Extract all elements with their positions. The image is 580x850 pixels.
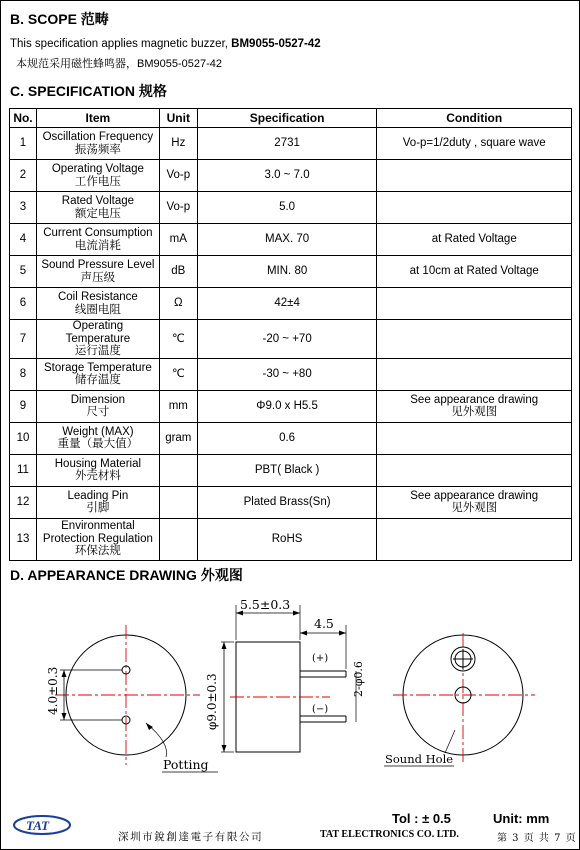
cell-no-text: 11 xyxy=(17,463,29,476)
cell-condition xyxy=(377,128,572,160)
cell-spec xyxy=(197,288,377,320)
cell-item xyxy=(36,192,159,224)
cell-unit-text: mm xyxy=(168,399,188,412)
cell-condition-text: 见外观图 xyxy=(451,406,498,418)
plus-terminal: (+) xyxy=(312,653,329,664)
cell-item xyxy=(36,486,159,518)
cell-item-text: 电流消耗 xyxy=(74,239,121,252)
top-view xyxy=(384,633,535,766)
cell-condition xyxy=(377,224,572,256)
tolerance-note: Tol : ± 0.5 xyxy=(392,811,451,826)
cell-condition xyxy=(377,358,572,390)
cell-spec xyxy=(197,192,377,224)
side-view xyxy=(205,597,365,752)
cell-no xyxy=(10,192,37,224)
cell-item-text: 尺寸 xyxy=(86,406,110,418)
cell-item xyxy=(36,454,159,486)
cell-unit xyxy=(159,224,197,256)
cell-condition-text: See appearance drawing xyxy=(410,489,539,502)
cell-unit-text: Vo-p xyxy=(166,201,191,214)
cell-unit xyxy=(159,486,197,518)
cell-no-text: 13 xyxy=(16,532,30,545)
scope-model: BM9055-0527-42 xyxy=(231,38,321,50)
height-dim: 5.5±0.3 xyxy=(240,597,291,612)
appearance-drawing xyxy=(0,585,580,785)
table-row xyxy=(10,486,572,518)
cell-unit-text: Vo-p xyxy=(166,169,191,182)
pin-dia-dim: 2-φ0.6 xyxy=(352,661,365,697)
cell-item xyxy=(36,422,159,454)
table-header-row xyxy=(10,109,572,128)
cell-item-text: 线圈电阻 xyxy=(74,303,121,316)
cell-unit xyxy=(159,288,197,320)
cell-no xyxy=(10,518,37,560)
cell-unit xyxy=(159,160,197,192)
cell-item-text: Weight (MAX) xyxy=(62,425,134,438)
cell-no-text: 9 xyxy=(19,399,27,412)
cell-spec xyxy=(197,320,377,359)
cell-no-text: 10 xyxy=(16,431,30,444)
cell-item xyxy=(36,128,159,160)
cell-item-text: Leading Pin xyxy=(67,489,129,502)
table-row xyxy=(10,288,572,320)
potting-label: Potting xyxy=(163,757,209,772)
cell-no-text: 6 xyxy=(19,297,27,310)
cell-item-text: Storage Temperature xyxy=(43,361,152,374)
cell-condition-text: at Rated Voltage xyxy=(431,233,517,246)
cell-item-text: 储存温度 xyxy=(74,374,121,386)
cell-condition xyxy=(377,390,572,422)
page-number: 第 3 页 共 7 页 xyxy=(497,833,577,844)
cell-condition-text: See appearance drawing xyxy=(410,393,539,406)
unit-note: Unit: mm xyxy=(493,811,550,826)
cell-no xyxy=(10,160,37,192)
cell-spec xyxy=(197,160,377,192)
cell-unit xyxy=(159,518,197,560)
cell-item-text: Current Consumption xyxy=(43,227,153,239)
cell-item-text: Oscillation Frequency xyxy=(42,131,154,143)
cell-spec xyxy=(197,358,377,390)
cell-item-text: 声压级 xyxy=(80,271,116,284)
cell-no-text: 4 xyxy=(19,233,27,246)
pin-spacing-dim: 4.0±0.3 xyxy=(46,666,60,715)
cell-no xyxy=(10,390,37,422)
cell-no xyxy=(10,128,37,160)
table-row xyxy=(10,224,572,256)
cell-unit xyxy=(159,390,197,422)
cell-no-text: 1 xyxy=(19,137,27,150)
cell-spec-text: -30 ~ +80 xyxy=(262,367,312,380)
cell-item xyxy=(36,224,159,256)
cell-item-text: Operating Temperature xyxy=(65,320,131,345)
cell-no-text: 12 xyxy=(16,495,30,508)
table-row xyxy=(10,390,572,422)
scope-heading: B. SCOPE 范畴 xyxy=(10,11,109,27)
cell-condition xyxy=(377,486,572,518)
cell-unit-text: mA xyxy=(169,233,187,246)
pin-length-dim: 4.5 xyxy=(314,616,334,631)
drawing-heading: D. APPEARANCE DRAWING 外观图 xyxy=(10,567,243,583)
cell-condition xyxy=(377,320,572,359)
cell-unit xyxy=(159,358,197,390)
cell-item-text: Housing Material xyxy=(54,457,142,470)
diameter-dim: φ9.0±0.3 xyxy=(205,673,219,730)
cell-spec xyxy=(197,518,377,560)
cell-item xyxy=(36,160,159,192)
col-item: Item xyxy=(36,109,159,128)
cell-item-text: 重量（最大值） xyxy=(57,438,139,450)
cell-spec xyxy=(197,390,377,422)
cell-spec xyxy=(197,256,377,288)
cell-spec xyxy=(197,454,377,486)
cell-spec-text: RoHS xyxy=(271,532,303,545)
cell-item xyxy=(36,256,159,288)
cell-condition xyxy=(377,160,572,192)
cell-item xyxy=(36,390,159,422)
table-row xyxy=(10,320,572,359)
cell-item xyxy=(36,288,159,320)
cell-item-text: Dimension xyxy=(70,393,126,406)
cell-unit-text: Ω xyxy=(173,297,183,310)
company-en: TAT ELECTRONICS CO. LTD. xyxy=(320,829,459,840)
cell-item xyxy=(36,518,159,560)
cell-spec-text: 0.6 xyxy=(279,431,296,444)
cell-unit-text: dB xyxy=(171,265,186,278)
col-unit: Unit xyxy=(159,109,197,128)
cell-item-text: Coil Resistance xyxy=(57,291,138,303)
minus-terminal: (−) xyxy=(312,704,329,715)
scope-text: This specification applies magnetic buzzer, xyxy=(10,38,232,50)
cell-no xyxy=(10,486,37,518)
company-cn: 深圳市銳創達電子有限公司 xyxy=(118,831,264,843)
cell-item-text: 运行温度 xyxy=(74,345,121,357)
cell-spec xyxy=(197,224,377,256)
cell-no xyxy=(10,358,37,390)
cell-no xyxy=(10,320,37,359)
cell-no xyxy=(10,422,37,454)
cell-spec xyxy=(197,128,377,160)
scope-line-2: 本规范采用磁性蜂鸣器，BM9055-0527-42 xyxy=(16,58,223,70)
cell-item-text: Rated Voltage xyxy=(61,195,135,207)
cell-spec-text: Φ9.0 x H5.5 xyxy=(256,399,318,412)
cell-unit-text: gram xyxy=(165,431,192,444)
cell-item-text: 环保法规 xyxy=(74,545,121,558)
col-no: No. xyxy=(10,109,37,128)
tat-logo xyxy=(12,814,72,836)
cell-no xyxy=(10,454,37,486)
cell-unit xyxy=(159,128,197,160)
cell-no xyxy=(10,288,37,320)
col-spec: Specification xyxy=(197,109,377,128)
table-row xyxy=(10,128,572,160)
cell-no-text: 2 xyxy=(19,169,27,182)
logo-text: TAT xyxy=(26,818,50,833)
table-row xyxy=(10,454,572,486)
cell-item-text: Operating Voltage xyxy=(51,163,144,175)
scope-line-1 xyxy=(10,38,321,50)
cell-condition xyxy=(377,256,572,288)
cell-unit xyxy=(159,320,197,359)
cell-unit xyxy=(159,422,197,454)
cell-item xyxy=(36,358,159,390)
cell-spec xyxy=(197,422,377,454)
table-row xyxy=(10,160,572,192)
cell-unit-text: ℃ xyxy=(171,367,185,380)
cell-condition xyxy=(377,518,572,560)
cell-condition xyxy=(377,422,572,454)
cell-spec-text: MAX. 70 xyxy=(265,233,310,246)
cell-spec-text: Plated Brass(Sn) xyxy=(243,495,331,508)
cell-no xyxy=(10,256,37,288)
col-condition: Condition xyxy=(377,109,572,128)
cell-spec xyxy=(197,486,377,518)
cell-spec-text: 42±4 xyxy=(274,297,300,310)
cell-item-text: Protection Regulation xyxy=(42,532,153,545)
cell-unit xyxy=(159,454,197,486)
cell-condition-text: 见外观图 xyxy=(451,502,498,514)
spec-heading: C. SPECIFICATION 规格 xyxy=(10,83,167,99)
cell-unit-text: ℃ xyxy=(171,332,185,345)
table-row xyxy=(10,422,572,454)
cell-no-text: 7 xyxy=(19,332,27,345)
cell-item xyxy=(36,320,159,359)
bottom-view xyxy=(46,625,218,772)
cell-spec-text: PBT( Black ) xyxy=(254,463,320,476)
cell-condition-text: Vo-p=1/2duty , square wave xyxy=(402,137,546,150)
sound-hole-label: Sound Hole xyxy=(385,752,454,766)
cell-unit-text: Hz xyxy=(171,137,186,150)
cell-item-text: 工作电压 xyxy=(74,175,121,188)
cell-no-text: 5 xyxy=(19,265,27,278)
cell-spec-text: 3.0 ~ 7.0 xyxy=(264,169,310,182)
cell-no xyxy=(10,224,37,256)
cell-item-text: 振荡频率 xyxy=(74,143,121,156)
table-row xyxy=(10,358,572,390)
cell-spec-text: MIN. 80 xyxy=(266,265,308,278)
table-row xyxy=(10,192,572,224)
cell-spec-text: -20 ~ +70 xyxy=(262,332,312,345)
cell-item-text: Environmental xyxy=(61,520,135,533)
cell-condition xyxy=(377,192,572,224)
cell-item-text: Sound Pressure Level xyxy=(41,259,155,271)
cell-item-text: 引脚 xyxy=(86,502,110,514)
cell-item-text: 外壳材料 xyxy=(74,470,121,482)
cell-condition-text: at 10cm at Rated Voltage xyxy=(409,265,539,278)
cell-item-text: 额定电压 xyxy=(74,207,121,220)
cell-condition xyxy=(377,288,572,320)
table-row xyxy=(10,256,572,288)
cell-no-text: 3 xyxy=(19,201,27,214)
spec-table xyxy=(9,108,572,561)
cell-spec-text: 5.0 xyxy=(279,201,296,214)
cell-condition xyxy=(377,454,572,486)
cell-spec-text: 2731 xyxy=(274,137,300,150)
cell-unit xyxy=(159,192,197,224)
cell-no-text: 8 xyxy=(19,367,27,380)
table-row xyxy=(10,518,572,560)
cell-unit xyxy=(159,256,197,288)
